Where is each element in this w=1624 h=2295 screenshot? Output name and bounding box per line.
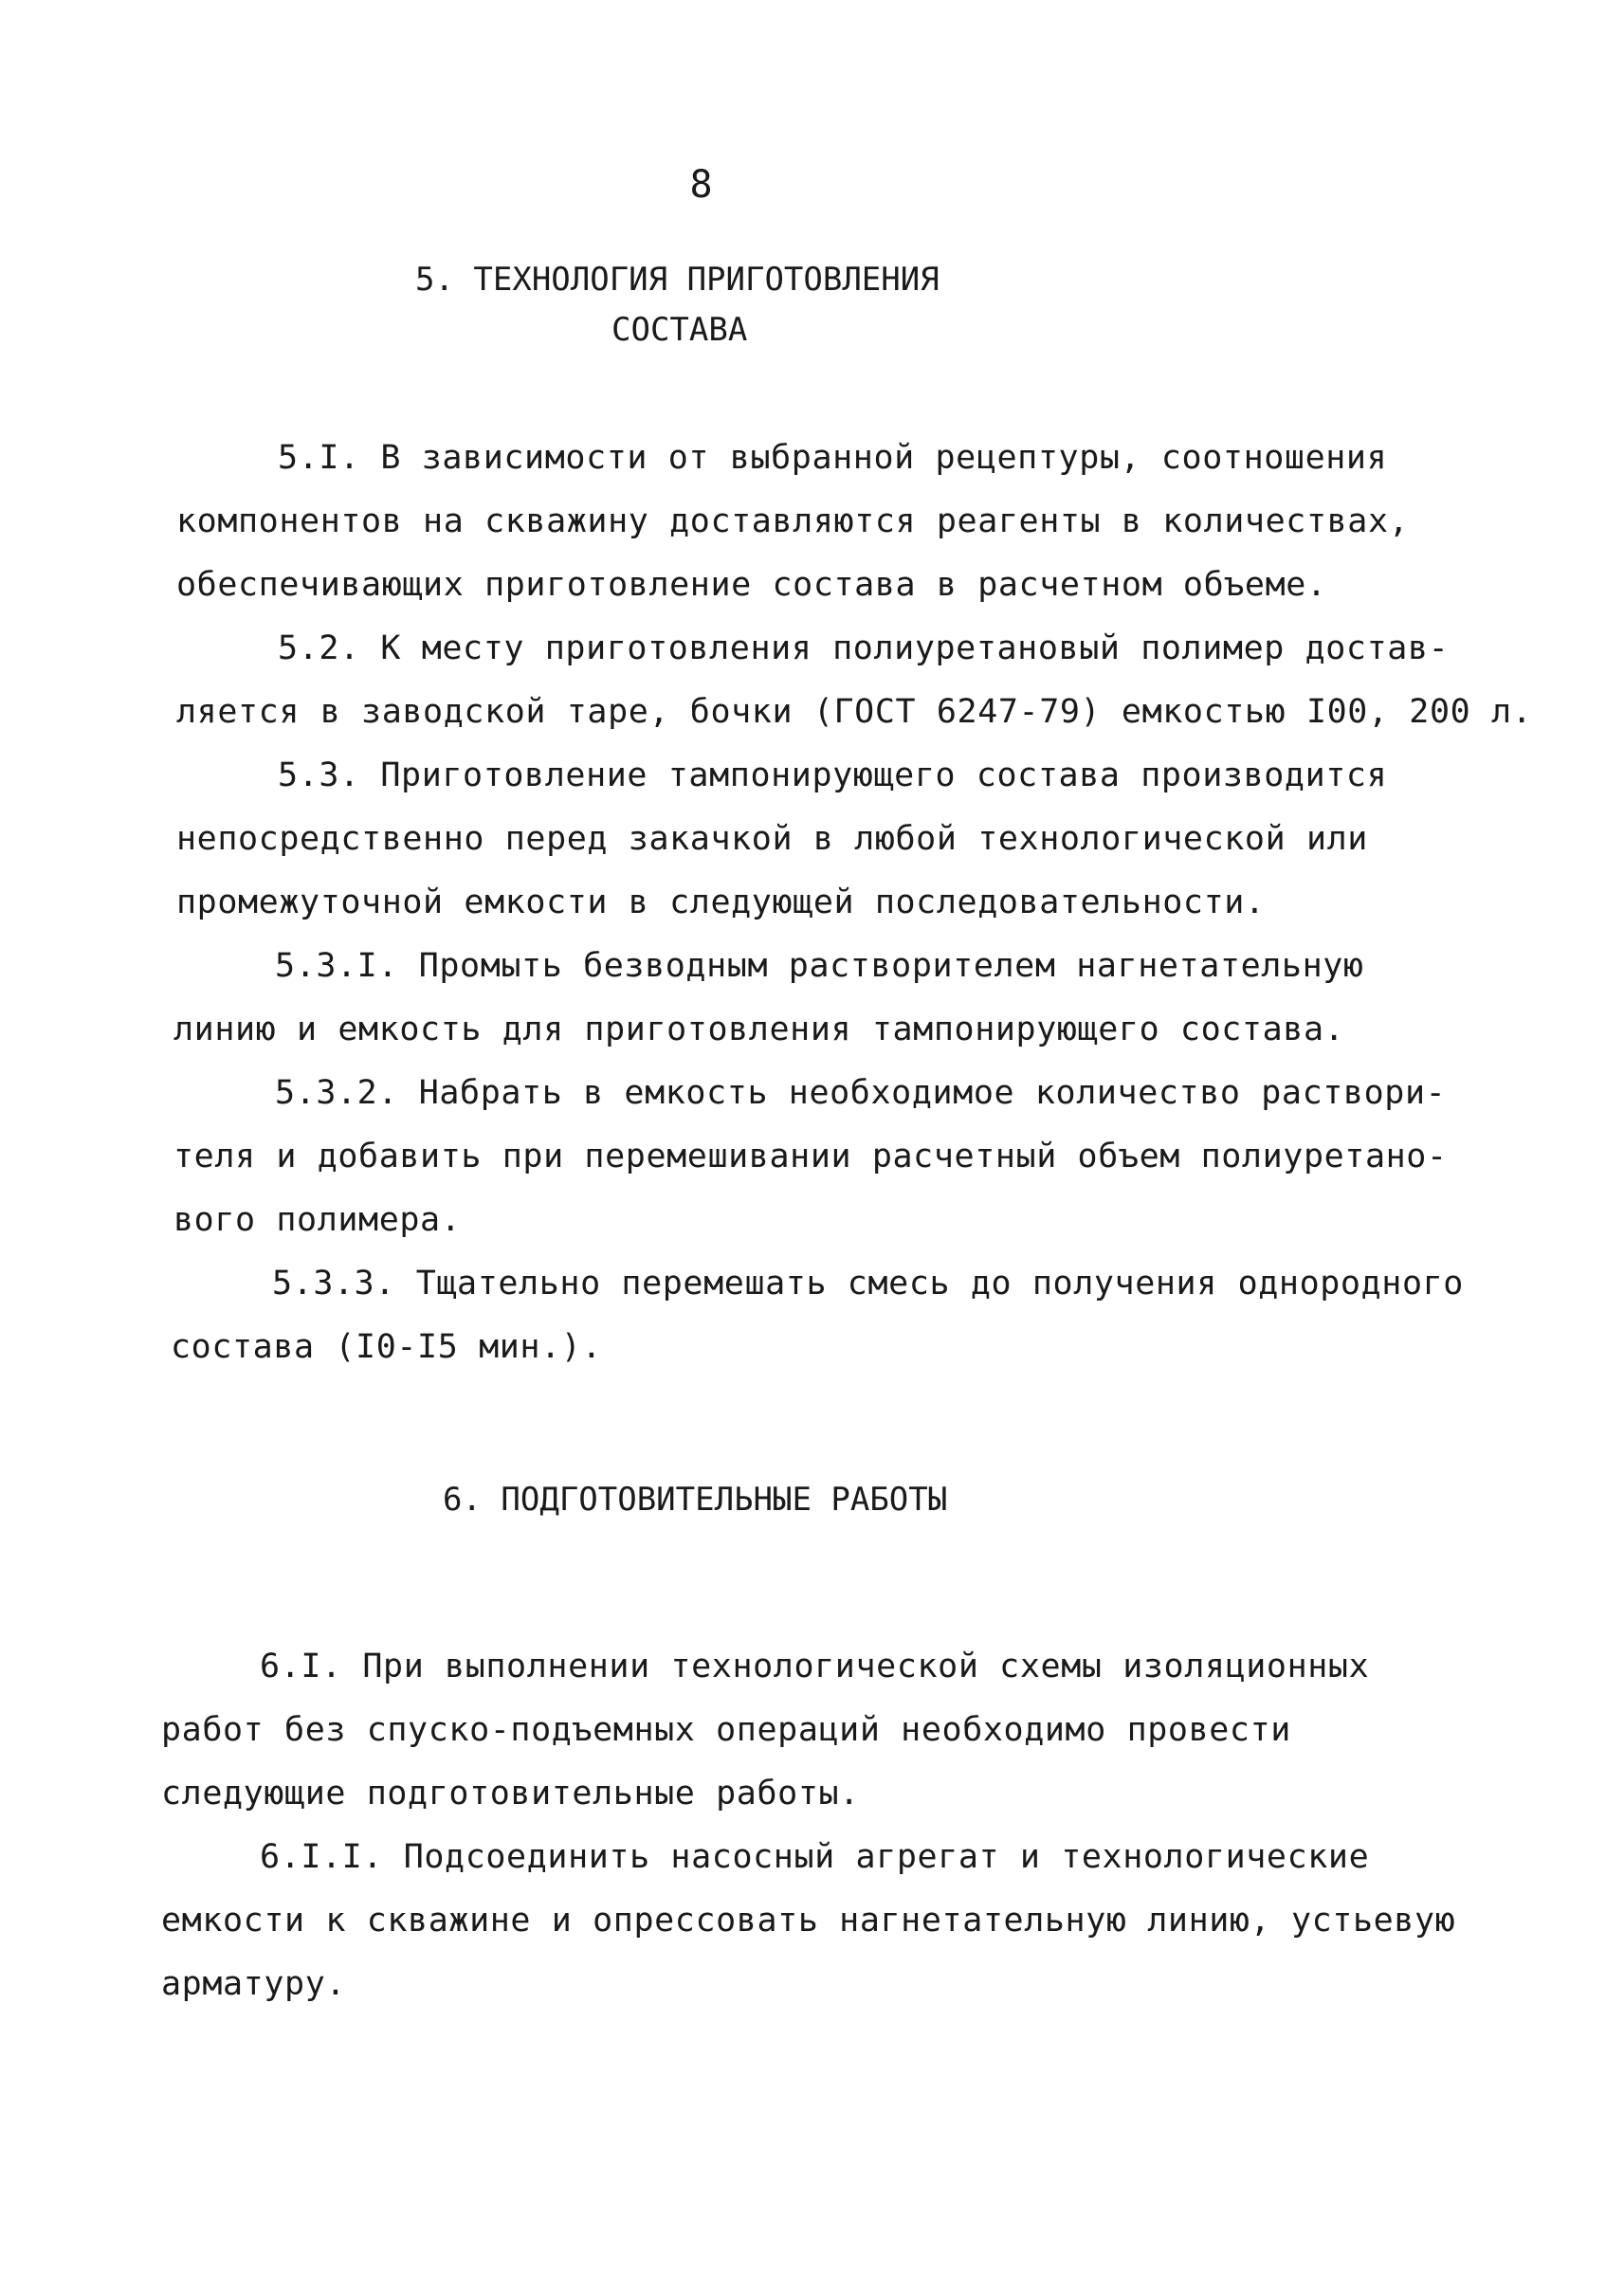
paragraph-line: компонентов на скважину доставляются реагенты в количествах, xyxy=(176,502,1410,540)
paragraph-line: непосредственно перед закачкой в любой технологической или xyxy=(176,820,1368,858)
paragraph-line: 6.I.I. Подсоединить насосный агрегат и технологические xyxy=(260,1838,1370,1876)
paragraph-line: теля и добавить при перемешивании расчетный объем полиуретано- xyxy=(173,1138,1448,1175)
paragraph-line: 6.I. При выполнении технологической схемы изоляционных xyxy=(260,1648,1370,1685)
paragraph-line: следующие подготовительные работы. xyxy=(161,1775,860,1812)
paragraph-line: 5.3.3. Тщательно перемешать смесь до получения однородного xyxy=(272,1265,1464,1302)
paragraph-line: обеспечивающих приготовление состава в расчетном объеме. xyxy=(176,566,1327,604)
paragraph-line: 5.3.I. Промыть безводным растворителем нагнетательную xyxy=(275,947,1364,985)
paragraph-line: работ без спуско-подъемных операций необходимо провести xyxy=(161,1711,1291,1749)
paragraph-line: линию и емкость для приготовления тампонирующего состава. xyxy=(173,1011,1345,1048)
paragraph-line: промежуточной емкости в следующей последовательности. xyxy=(176,883,1266,921)
paragraph-line: состава (I0-I5 мин.). xyxy=(171,1328,603,1366)
paragraph-line: 5.3. Приготовление тампонирующего состава производится xyxy=(278,756,1388,794)
paragraph-line: арматуру. xyxy=(161,1965,347,2003)
page-number: 8 xyxy=(689,163,714,207)
paragraph-line: ляется в заводской таре, бочки (ГОСТ 6247-79) емкостью I00, 200 л. xyxy=(176,693,1533,731)
section-5-title-line-2: СОСТАВА xyxy=(611,311,748,349)
paragraph-line: 5.I. В зависимости от выбранной рецептуры, соотношения xyxy=(278,439,1388,477)
paragraph-line: емкости к скважине и опрессовать нагнетательную линию, устьевую xyxy=(161,1902,1456,1940)
paragraph-line: 5.2. К месту приготовления полиуретановый полимер достав- xyxy=(278,629,1450,667)
paragraph-line: 5.3.2. Набрать в емкость необходимое количество раствори- xyxy=(275,1074,1447,1112)
section-6-title: 6. ПОДГОТОВИТЕЛЬНЫЕ РАБОТЫ xyxy=(443,1481,948,1519)
section-5-title-line-1: 5. ТЕХНОЛОГИЯ ПРИГОТОВЛЕНИЯ xyxy=(415,261,940,299)
paragraph-line: вого полимера. xyxy=(173,1201,462,1239)
